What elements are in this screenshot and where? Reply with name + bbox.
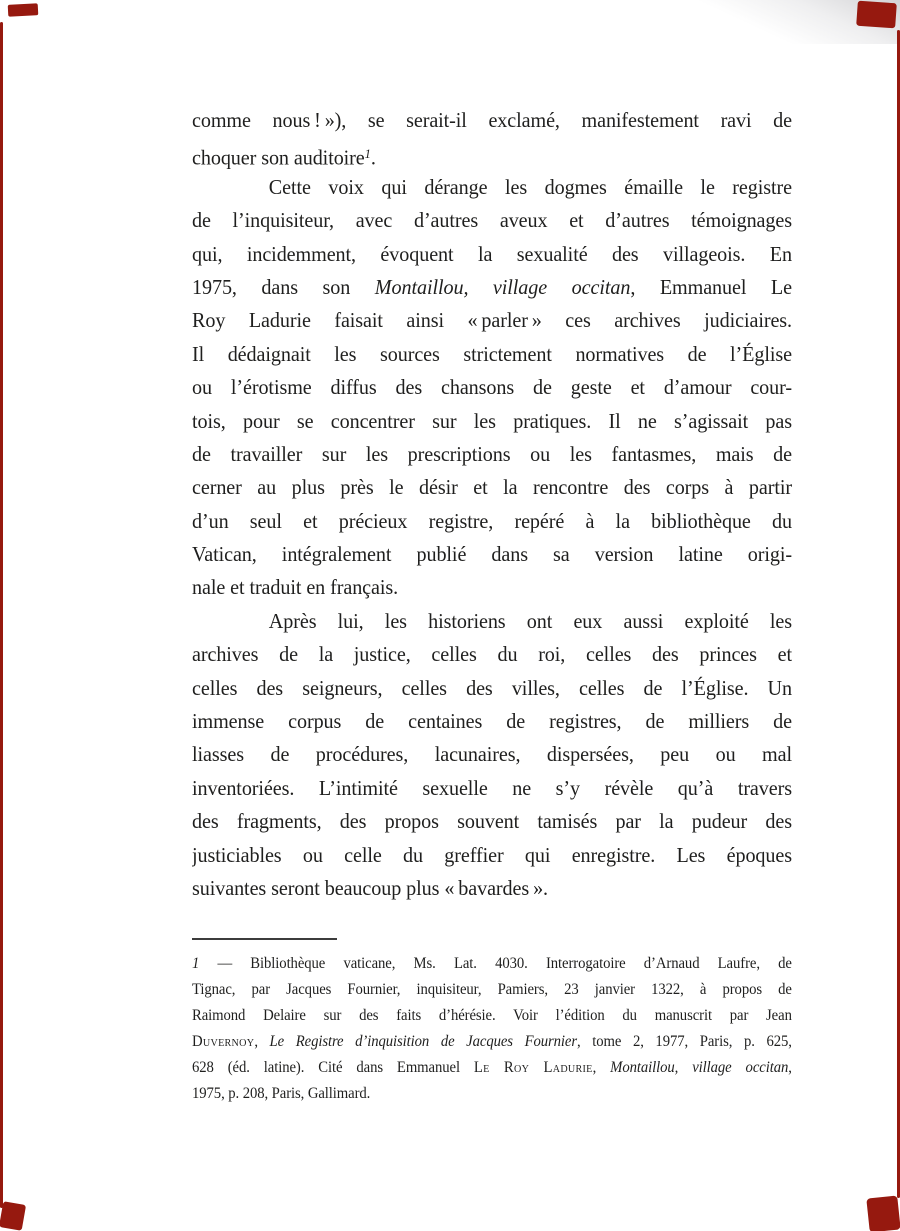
text-segment: Après lui, les historiens ont eux aussi exploité les	[268, 608, 792, 633]
text-line	[192, 104, 792, 137]
text-segment: ,	[788, 1059, 792, 1076]
text-line	[192, 705, 792, 738]
text-line	[192, 805, 792, 838]
text-line	[192, 405, 792, 438]
text-segment: .	[370, 145, 376, 170]
text-line	[192, 338, 792, 371]
text-line	[192, 204, 792, 237]
page-edge-artifact-top-left	[8, 3, 39, 17]
text-segment: Raimond Delaire sur des faits d’hérésie. Voir l’édition du manuscrit par Jean	[192, 1007, 792, 1024]
text-segment: d’un seul et précieux registre, repéré à la bibliothèque du	[192, 508, 792, 533]
text-segment: de travailler sur les prescriptions ou les fantasmes, mais de	[192, 441, 792, 466]
text-line	[192, 137, 792, 170]
text-segment: — Bibliothèque vaticane, Ms. Lat. 4030. Interrogatoire d’Arnaud Laufre, de	[199, 955, 792, 972]
text-line	[192, 672, 792, 705]
text-line	[192, 872, 792, 905]
text-segment: Cette voix qui dérange les dogmes émaille le registre	[268, 174, 792, 199]
text-segment: 628 (éd. latine). Cité dans Emmanuel	[192, 1059, 474, 1076]
text-line	[192, 171, 792, 204]
text-segment: ,	[254, 1033, 270, 1050]
text-segment: 1	[192, 955, 200, 972]
text-line	[192, 304, 792, 337]
text-line	[192, 951, 792, 977]
text-line	[192, 1055, 792, 1081]
page-edge-artifact-bottom-right	[866, 1195, 900, 1231]
page-edge-artifact-right	[897, 30, 900, 1198]
text-segment: Montaillou, village occitan	[610, 1059, 789, 1076]
text-segment: , tome 2, 1977, Paris, p. 625,	[577, 1033, 792, 1050]
page-edge-artifact-bottom-left	[0, 1201, 26, 1231]
text-line	[192, 605, 792, 638]
text-line	[192, 371, 792, 404]
footnote-divider	[192, 938, 337, 940]
text-segment: Duvernoy	[192, 1033, 255, 1050]
text-segment: comme nous ! »), se serait-il exclamé, manifestement ravi de	[192, 108, 792, 132]
text-segment: suivantes seront beaucoup plus « bavardes ».	[192, 875, 549, 900]
text-line	[192, 505, 792, 538]
text-line	[192, 772, 792, 805]
text-line	[192, 538, 792, 571]
page-edge-artifact-left	[0, 22, 3, 1208]
text-segment: nale et traduit en français.	[192, 575, 399, 600]
text-line	[192, 1003, 792, 1029]
text-segment: celles des seigneurs, celles des villes, celles de l’Église. Un	[192, 675, 792, 700]
text-line	[192, 839, 792, 872]
text-line	[192, 471, 792, 504]
text-segment: 1975, p. 208, Paris, Gallimard.	[192, 1085, 371, 1102]
page-edge-artifact-top-right	[856, 1, 897, 29]
text-segment: , Emmanuel Le	[630, 274, 792, 299]
text-segment: tois, pour se concentrer sur les pratiques. Il ne s’agissait pas	[192, 408, 792, 433]
text-segment: choquer son auditoire	[192, 145, 365, 170]
text-line	[192, 738, 792, 771]
text-segment: Tignac, par Jacques Fournier, inquisiteur, Pamiers, 23 janvier 1322, à propos de	[192, 981, 792, 998]
footnote	[192, 951, 792, 1107]
text-segment: Le Roy Ladurie	[473, 1059, 593, 1076]
text-line	[192, 438, 792, 471]
text-segment: cerner au plus près le désir et la rencontre des corps à partir	[192, 475, 792, 500]
text-line	[192, 1029, 792, 1055]
text-segment: inventoriées. L’intimité sexuelle ne s’y révèle qu’à travers	[192, 775, 792, 800]
text-segment: Roy Ladurie faisait ainsi « parler » ces archives judiciaires.	[192, 308, 792, 333]
text-segment: ,	[592, 1059, 611, 1076]
text-segment: 1975, dans son	[192, 274, 375, 299]
text-segment: de l’inquisiteur, avec d’autres aveux et d’autres témoignages	[192, 208, 792, 233]
text-segment: ou l’érotisme diffus des chansons de geste et d’amour cour-	[192, 375, 792, 400]
text-segment: Le Registre d’inquisition de Jacques Fournier	[269, 1033, 578, 1050]
text-segment: immense corpus de centaines de registres, de milliers de	[192, 709, 792, 734]
body-text	[192, 104, 792, 905]
text-segment: qui, incidemment, évoquent la sexualité des villageois. En	[192, 241, 792, 266]
text-segment: liasses de procédures, lacunaires, dispersées, peu ou mal	[192, 742, 792, 767]
text-line	[192, 571, 792, 604]
text-line	[192, 1081, 792, 1107]
text-segment: Vatican, intégralement publié dans sa version latine origi-	[192, 542, 792, 567]
text-line	[192, 638, 792, 671]
text-segment: Montaillou, village occitan	[374, 274, 631, 299]
text-line	[192, 977, 792, 1003]
footnote-reference: 1	[364, 146, 371, 162]
text-segment: justiciables ou celle du greffier qui enregistre. Les époques	[192, 842, 792, 867]
text-segment: Il dédaignait les sources strictement normatives de l’Église	[192, 341, 792, 366]
text-segment: des fragments, des propos souvent tamisés par la pudeur des	[192, 809, 792, 834]
text-segment: archives de la justice, celles du roi, celles des princes et	[192, 642, 792, 667]
text-line	[192, 238, 792, 271]
text-line	[192, 271, 792, 304]
